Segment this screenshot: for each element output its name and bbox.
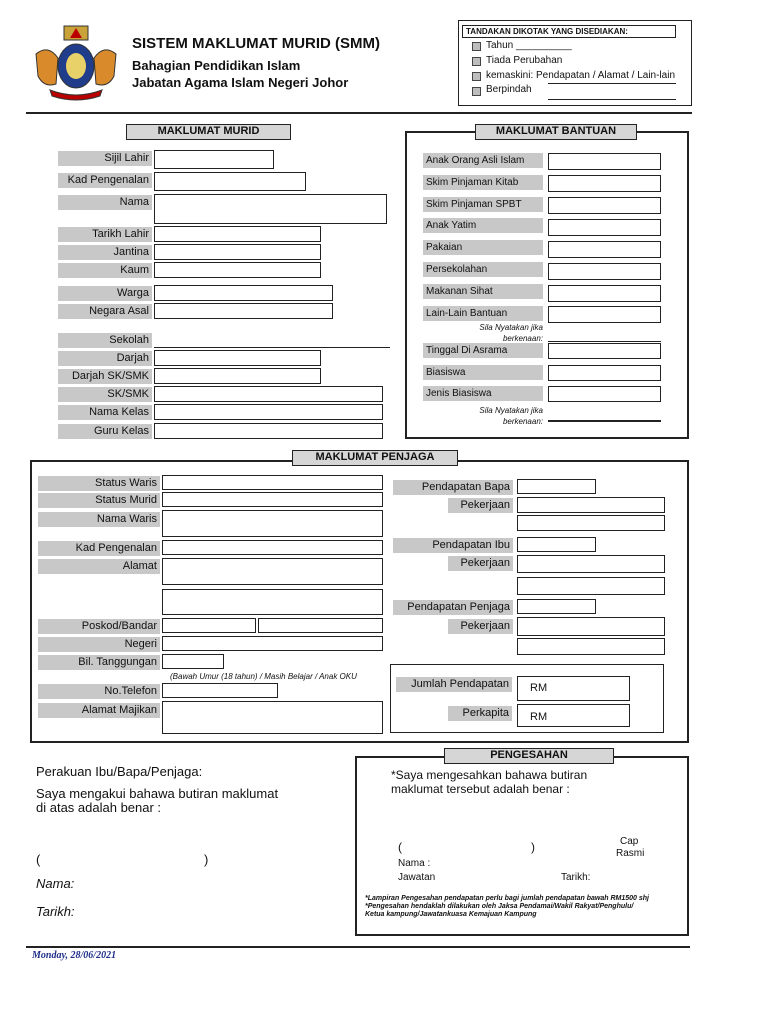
input-darjah-sk[interactable] bbox=[154, 368, 321, 384]
pengesahan-nama: Nama : bbox=[398, 858, 431, 869]
label-kitab: Skim Pinjaman Kitab bbox=[423, 175, 543, 190]
label-persekolahan: Persekolahan bbox=[423, 262, 543, 277]
input-pekerjaan-ibu-2[interactable] bbox=[517, 577, 665, 595]
pengesahan-open-paren: ( bbox=[398, 840, 402, 854]
label-perkapita: Perkapita bbox=[448, 706, 512, 721]
input-tarikh-lahir[interactable] bbox=[154, 226, 321, 242]
perakuan-close-paren: ) bbox=[204, 852, 209, 867]
header-divider bbox=[26, 112, 692, 114]
perakuan-line-1: Saya mengakui bahawa butiran maklumat bbox=[36, 786, 279, 801]
bantuan-heading: MAKLUMAT BANTUAN bbox=[475, 124, 637, 140]
label-biasiswa: Biasiswa bbox=[423, 365, 543, 380]
input-yatim[interactable] bbox=[548, 219, 661, 236]
input-jantina[interactable] bbox=[154, 244, 321, 260]
input-nama-waris[interactable] bbox=[162, 510, 383, 537]
penjaga-heading: MAKLUMAT PENJAGA bbox=[292, 450, 458, 466]
label-kad-pengenalan-waris: Kad Pengenalan bbox=[38, 541, 160, 556]
input-sekolah[interactable] bbox=[154, 347, 390, 348]
label-sekolah: Sekolah bbox=[58, 333, 152, 348]
input-spbt[interactable] bbox=[548, 197, 661, 214]
input-kad-pengenalan[interactable] bbox=[154, 172, 306, 191]
note-biasiswa-1: Sila Nyatakan jika bbox=[479, 406, 543, 415]
input-pakaian[interactable] bbox=[548, 241, 661, 258]
input-pekerjaan-penjaga-2[interactable] bbox=[517, 638, 665, 655]
footnote-2: *Pengesahan hendaklah dilakukan oleh Jaksa Pendamai/Wakil Rakyat/Penghulu/ bbox=[365, 903, 634, 910]
input-persekolahan[interactable] bbox=[548, 263, 661, 280]
label-warga: Warga bbox=[58, 286, 152, 301]
pengesahan-jawatan: Jawatan bbox=[398, 872, 436, 883]
note-lain-1: Sila Nyatakan jika bbox=[479, 323, 543, 332]
footnote-3: Ketua kampung/Jawatankuasa Kemajuan Kampung bbox=[365, 911, 537, 918]
label-tanggungan: Bil. Tanggungan bbox=[38, 655, 160, 670]
footer-date: Monday, 28/06/2021 bbox=[32, 950, 117, 961]
perakuan-title: Perakuan Ibu/Bapa/Penjaga: bbox=[36, 764, 203, 779]
label-negara-asal: Negara Asal bbox=[58, 304, 152, 319]
label-telefon: No.Telefon bbox=[38, 684, 160, 699]
input-nama[interactable] bbox=[154, 194, 387, 224]
label-alamat: Alamat bbox=[38, 559, 160, 574]
perkapita-rm: RM bbox=[530, 711, 548, 723]
input-guru-kelas[interactable] bbox=[154, 423, 383, 439]
input-pendapatan-bapa[interactable] bbox=[517, 479, 596, 494]
label-kad-pengenalan: Kad Pengenalan bbox=[58, 173, 152, 188]
input-status-murid[interactable] bbox=[162, 492, 383, 507]
label-sijil-lahir: Sijil Lahir bbox=[58, 151, 152, 166]
label-pekerjaan-ibu: Pekerjaan bbox=[448, 556, 513, 571]
input-status-waris[interactable] bbox=[162, 475, 383, 490]
checkbox-panel-title: TANDAKAN DIKOTAK YANG DISEDIAKAN: bbox=[462, 25, 676, 38]
checkbox-berpindah-label: Berpindah bbox=[486, 84, 532, 95]
label-lain: Lain-Lain Bantuan bbox=[423, 306, 543, 321]
label-guru-kelas: Guru Kelas bbox=[58, 424, 152, 439]
label-tarikh-lahir: Tarikh Lahir bbox=[58, 227, 152, 242]
label-spbt: Skim Pinjaman SPBT bbox=[423, 197, 543, 212]
header-line-1: Bahagian Pendidikan Islam bbox=[132, 58, 301, 73]
label-pendapatan-penjaga: Pendapatan Penjaga bbox=[393, 600, 513, 615]
input-negara-asal[interactable] bbox=[154, 303, 333, 319]
input-telefon[interactable] bbox=[162, 683, 278, 698]
checkbox-berpindah[interactable] bbox=[472, 87, 481, 96]
checkbox-tahun-label: Tahun __________ bbox=[486, 40, 572, 51]
input-asli[interactable] bbox=[548, 153, 661, 170]
perakuan-line-2: di atas adalah benar : bbox=[36, 800, 162, 815]
jumlah-rm: RM bbox=[530, 682, 548, 694]
label-pendapatan-bapa: Pendapatan Bapa bbox=[393, 480, 513, 495]
pengesahan-close-paren: ) bbox=[531, 840, 535, 854]
label-yatim: Anak Yatim bbox=[423, 218, 543, 233]
label-pekerjaan-penjaga: Pekerjaan bbox=[448, 619, 513, 634]
input-pekerjaan-penjaga-1[interactable] bbox=[517, 617, 665, 636]
label-status-waris: Status Waris bbox=[38, 476, 160, 491]
input-jenis-biasiswa[interactable] bbox=[548, 386, 661, 402]
input-pekerjaan-bapa-2[interactable] bbox=[517, 515, 665, 531]
input-pekerjaan-bapa-1[interactable] bbox=[517, 497, 665, 513]
input-poskod[interactable] bbox=[162, 618, 256, 633]
label-asli: Anak Orang Asli Islam bbox=[423, 153, 543, 168]
footer-divider bbox=[26, 946, 690, 948]
input-darjah[interactable] bbox=[154, 350, 321, 366]
label-asrama: Tinggal Di Asrama bbox=[423, 343, 543, 358]
input-alamat-2[interactable] bbox=[162, 589, 383, 615]
checkbox-kemaskini[interactable] bbox=[472, 72, 481, 81]
pengesahan-line-1: *Saya mengesahkan bahawa butiran bbox=[391, 768, 588, 782]
input-kad-pengenalan-waris[interactable] bbox=[162, 540, 383, 555]
input-lain[interactable] bbox=[548, 306, 661, 323]
input-warga[interactable] bbox=[154, 285, 333, 301]
tanggungan-note: (Bawah Umur (18 tahun) / Masih Belajar / Anak OKU bbox=[170, 672, 357, 681]
input-pendapatan-penjaga[interactable] bbox=[517, 599, 596, 614]
label-sk-smk: SK/SMK bbox=[58, 387, 152, 402]
pengesahan-line-2: maklumat tersebut adalah benar : bbox=[391, 782, 570, 796]
rasmi-label: Rasmi bbox=[616, 848, 645, 859]
label-jenis-biasiswa: Jenis Biasiswa bbox=[423, 386, 543, 401]
perakuan-tarikh: Tarikh: bbox=[36, 904, 75, 919]
input-lain-nyatakan[interactable] bbox=[548, 341, 661, 342]
input-kitab[interactable] bbox=[548, 175, 661, 192]
input-majikan[interactable] bbox=[162, 701, 383, 734]
input-negeri[interactable] bbox=[162, 636, 383, 651]
checkbox-tiada[interactable] bbox=[472, 57, 481, 66]
input-alamat-1[interactable] bbox=[162, 558, 383, 585]
label-darjah: Darjah bbox=[58, 351, 152, 366]
input-biasiswa-nyatakan[interactable] bbox=[548, 420, 661, 422]
input-sk-smk[interactable] bbox=[154, 386, 383, 402]
label-jumlah: Jumlah Pendapatan bbox=[396, 677, 512, 692]
checkbox-kemaskini-label: kemaskini: Pendapatan / Alamat / Lain-lain bbox=[486, 70, 675, 81]
input-pendapatan-ibu[interactable] bbox=[517, 537, 596, 552]
cap-label: Cap bbox=[620, 836, 639, 847]
note-lain-2: berkenaan: bbox=[502, 334, 543, 343]
header-line-2: Jabatan Agama Islam Negeri Johor bbox=[132, 75, 349, 90]
label-kaum: Kaum bbox=[58, 263, 152, 278]
input-sijil-lahir[interactable] bbox=[154, 150, 274, 169]
page-title: SISTEM MAKLUMAT MURID (SMM) bbox=[132, 35, 381, 52]
input-makanan[interactable] bbox=[548, 285, 661, 302]
label-nama-waris: Nama Waris bbox=[38, 512, 160, 527]
input-biasiswa[interactable] bbox=[548, 365, 661, 381]
label-pakaian: Pakaian bbox=[423, 240, 543, 255]
label-makanan: Makanan Sihat bbox=[423, 284, 543, 299]
berpindah-line bbox=[548, 99, 676, 100]
label-poskod: Poskod/Bandar bbox=[38, 619, 160, 634]
perakuan-nama: Nama: bbox=[36, 876, 75, 891]
checkbox-tiada-label: Tiada Perubahan bbox=[486, 55, 563, 66]
note-biasiswa-2: berkenaan: bbox=[502, 417, 543, 426]
label-pendapatan-ibu: Pendapatan Ibu bbox=[393, 538, 513, 553]
label-status-murid: Status Murid bbox=[38, 493, 160, 508]
perakuan-open-paren: ( bbox=[36, 852, 41, 867]
label-nama-kelas: Nama Kelas bbox=[58, 405, 152, 420]
label-darjah-sk: Darjah SK/SMK bbox=[58, 369, 152, 384]
pengesahan-tarikh: Tarikh: bbox=[561, 872, 591, 883]
label-jantina: Jantina bbox=[58, 245, 152, 260]
checkbox-tahun[interactable] bbox=[472, 42, 481, 51]
label-nama: Nama bbox=[58, 195, 152, 210]
input-asrama[interactable] bbox=[548, 343, 661, 359]
kemaskini-line bbox=[548, 83, 676, 84]
input-kaum[interactable] bbox=[154, 262, 321, 278]
input-nama-kelas[interactable] bbox=[154, 404, 383, 420]
input-pekerjaan-ibu-1[interactable] bbox=[517, 555, 665, 573]
label-majikan: Alamat Majikan bbox=[38, 703, 160, 718]
input-tanggungan[interactable] bbox=[162, 654, 224, 669]
murid-heading: MAKLUMAT MURID bbox=[126, 124, 291, 140]
label-negeri: Negeri bbox=[38, 637, 160, 652]
pengesahan-heading: PENGESAHAN bbox=[444, 748, 614, 764]
johor-crest-logo bbox=[30, 24, 122, 102]
label-pekerjaan-bapa: Pekerjaan bbox=[448, 498, 513, 513]
footnote-1: *Lampiran Pengesahan pendapatan perlu bagi jumlah pendapatan bawah RM1500 shj bbox=[365, 895, 649, 902]
input-bandar[interactable] bbox=[258, 618, 383, 633]
